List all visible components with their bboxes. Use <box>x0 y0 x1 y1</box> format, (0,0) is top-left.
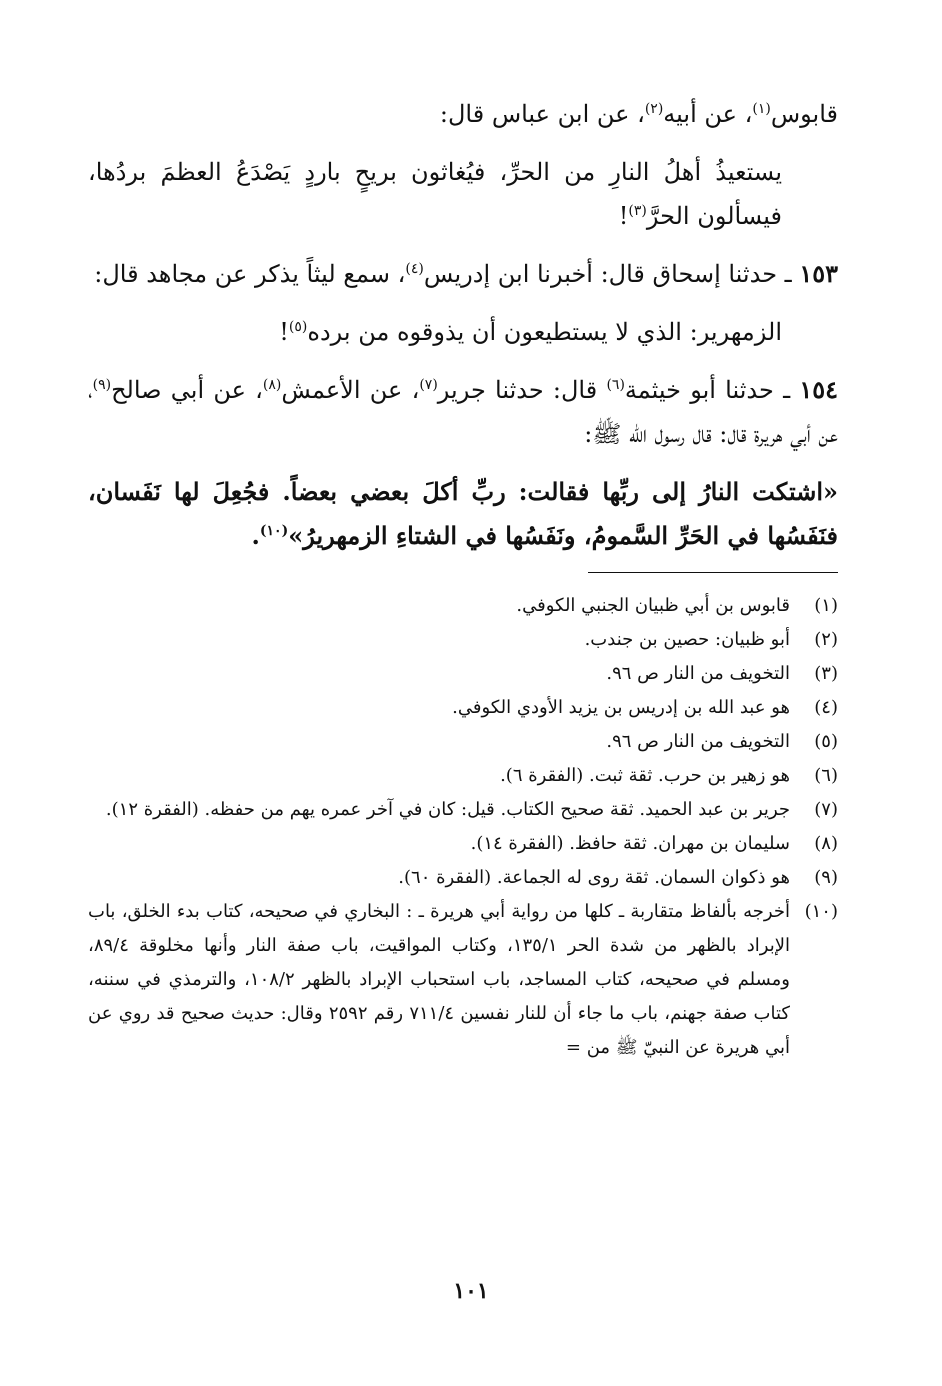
isnad-text: ، عن ابن عباس قال: <box>439 100 645 128</box>
footnote-text: هو عبد الله بن إدريس بن يزيد الأودي الكوفي. <box>452 697 790 718</box>
footnote-divider <box>588 572 838 573</box>
footnote-item <box>88 623 838 657</box>
hadith-text: . <box>251 521 260 550</box>
footnote-ref[interactable]: (٩) <box>92 377 112 393</box>
hadith-number: ١٥٣ <box>799 259 838 288</box>
footnote-item <box>88 759 838 793</box>
footnote-text: أخرجه بألفاظ متقاربة ـ كلها من رواية أبي هريرة ـ : البخاري في صحيحه، كتاب بدء الخلق، باب الإبراد بالظهر من شدة الحر ١٣٥/١، وكتاب المواقيت، باب صفة النار وأنها مخلوقة ٨٩/٤، ومسلم في صحيحه، كتاب المساجد، باب استحباب الإبراد بالظهر ١٠٨/٢، والترمذي في سننه، كتاب صفة جهنم، باب ما جاء أن للنار نفسين ٧١١/٤ رقم ٢٥٩٢ وقال: حديث صحيح قد روي عن أبي هريرة عن النبيّ ﷺ من = <box>88 901 790 1058</box>
footnote-number: (١) <box>814 595 838 616</box>
footnote-number: (٨) <box>814 833 838 854</box>
hadith-text: «اشتكت النارُ إلى ربِّها فقالت: ربِّ أكلَ بعضي بعضاً. فجُعِلَ لها نَفَسان، فنَفَسُها في الحَرِّ السَّمومُ، ونَفَسُها في الشتاءِ الزمهريرُ» <box>88 477 838 550</box>
footnote-ref[interactable]: (٨) <box>262 377 282 393</box>
isnad-text: ، عن أبيه <box>663 100 753 128</box>
footnote-number: (٧) <box>814 799 838 820</box>
footnote-text: أبو ظبيان: حصين بن جندب. <box>584 629 790 650</box>
paragraph-isnad-1 <box>88 92 838 136</box>
isnad-text: ، عن أبي صالح <box>111 376 263 404</box>
paragraph-154 <box>88 368 838 456</box>
footnote-ref[interactable]: (٢) <box>644 101 664 117</box>
footnote-text: جرير بن عبد الحميد. ثقة صحيح الكتاب. قيل: كان في آخر عمره يهم من حفظه. (الفقرة ١٢). <box>105 799 790 820</box>
paragraph-153 <box>88 252 838 296</box>
footnote-number: (٣) <box>814 663 838 684</box>
footnote-ref[interactable]: (١) <box>752 101 771 117</box>
footnote-item <box>88 827 838 861</box>
footnote-number: (٩) <box>814 867 838 888</box>
footnote-text: هو ذكوان السمان. ثقة روى له الجماعة. (الفقرة ٦٠). <box>398 867 790 888</box>
footnote-number: (١٠) <box>804 901 838 922</box>
footnote-item <box>88 657 838 691</box>
footnote-number: (٤) <box>814 697 838 718</box>
page-number: ١٠١ <box>453 1278 489 1304</box>
footnote-item <box>88 861 838 895</box>
isnad-text: ، سمع ليثاً يذكر عن مجاهد قال: <box>94 260 406 288</box>
footnote-item <box>88 895 838 1065</box>
paragraph-hadith-text <box>88 470 838 558</box>
footnote-text: التخويف من النار ص ٩٦. <box>606 663 790 684</box>
isnad-text: ـ حدثنا إسحاق قال: أخبرنا ابن إدريس <box>423 260 800 288</box>
matn-text: يستعيذُ أهلُ النارِ من الحرِّ، فيُغاثون بريحٍ باردٍ يَصْدَعُ العظمَ بردُها، فيسألون الحرَّ <box>88 158 783 230</box>
isnad-text: ، عن أبي هريرة قال: قال رسول الله ﷺ: <box>88 376 838 448</box>
footnote-number: (٥) <box>814 731 838 752</box>
page-content <box>88 92 838 1065</box>
footnote-item <box>88 691 838 725</box>
matn-text: الزمهرير: الذي لا يستطيعون أن يذوقوه من برده <box>307 318 782 346</box>
matn-text: ! <box>618 202 629 230</box>
footnote-ref[interactable]: (٤) <box>405 261 424 277</box>
isnad-text: قال: حدثنا جرير <box>437 376 607 404</box>
footnote-text: سليمان بن مهران. ثقة حافظ. (الفقرة ١٤). <box>470 833 790 854</box>
hadith-number: ١٥٤ <box>799 375 838 404</box>
footnote-ref[interactable]: (٧) <box>419 377 438 393</box>
footnote-text: هو زهير بن حرب. ثقة ثبت. (الفقرة ٦). <box>500 765 790 786</box>
footnote-text: التخويف من النار ص ٩٦. <box>606 731 790 752</box>
paragraph-matn-1 <box>88 150 838 238</box>
footnote-item <box>88 725 838 759</box>
footnote-ref[interactable]: (١٠) <box>259 523 289 539</box>
footnote-item <box>88 589 838 623</box>
matn-text: ! <box>279 318 289 346</box>
isnad-text: ، عن الأعمش <box>281 376 420 404</box>
footnote-number: (٦) <box>814 765 838 786</box>
footnote-text: قابوس بن أبي ظبيان الجنبي الكوفي. <box>516 595 790 616</box>
footnotes-list <box>88 589 838 1065</box>
footnote-ref[interactable]: (٦) <box>606 377 625 393</box>
footnote-ref[interactable]: (٥) <box>288 319 308 335</box>
footnote-item <box>88 793 838 827</box>
footnote-number: (٢) <box>814 629 838 650</box>
footnote-ref[interactable]: (٣) <box>628 203 647 219</box>
isnad-text: قابوس <box>770 100 838 128</box>
isnad-text: ـ حدثنا أبو خيثمة <box>624 376 800 404</box>
paragraph-matn-2 <box>88 310 838 354</box>
